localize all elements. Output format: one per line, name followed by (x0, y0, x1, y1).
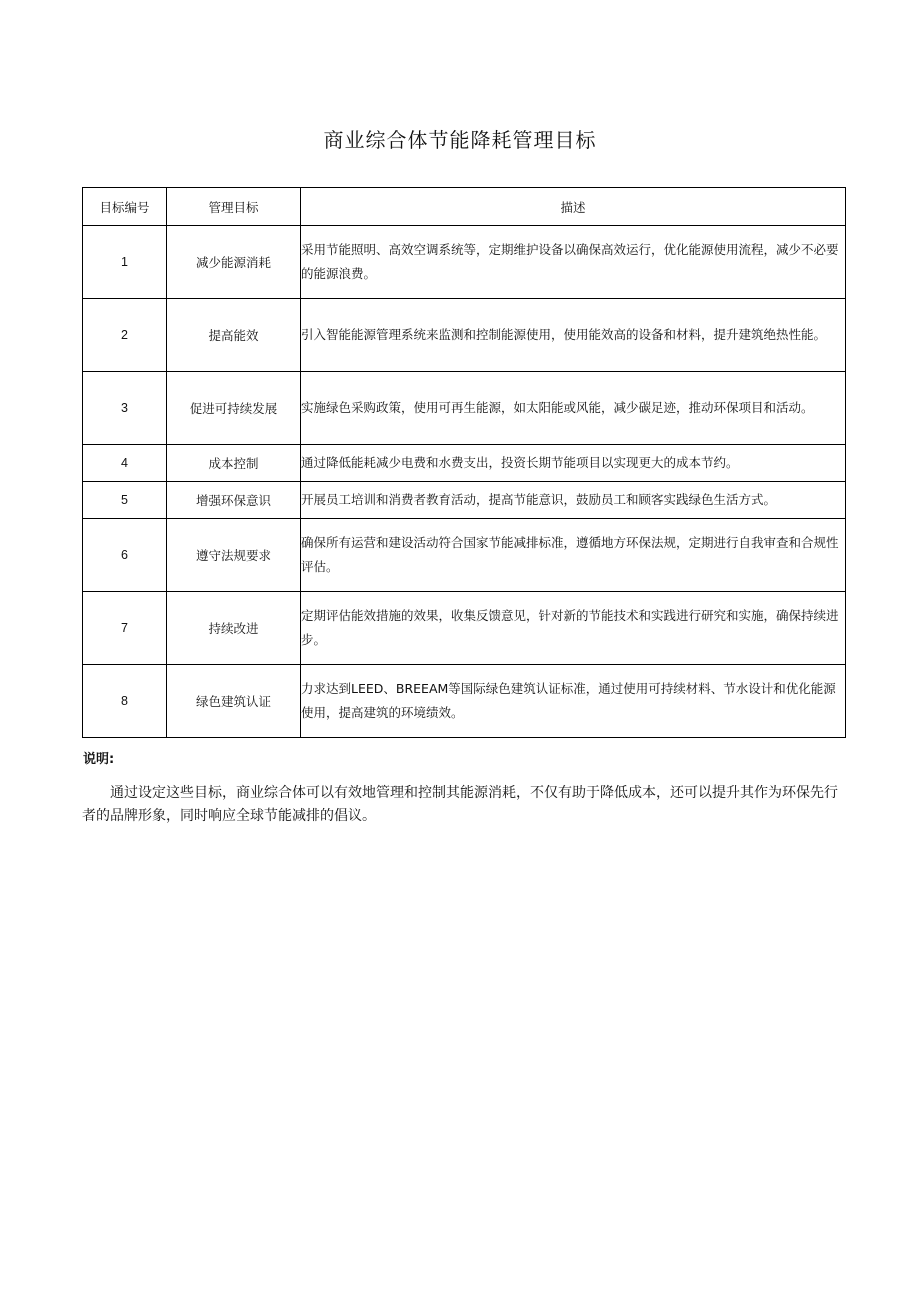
description-cell: 通过降低能耗减少电费和水费支出，投资长期节能项目以实现更大的成本节约。 (301, 445, 846, 482)
goal-cell: 成本控制 (167, 445, 301, 482)
note-label: 说明: (83, 752, 115, 767)
description-cell: 开展员工培训和消费者教育活动，提高节能意识，鼓励员工和顾客实践绿色生活方式。 (301, 482, 846, 519)
target-id-cell: 7 (83, 592, 167, 665)
table-row (83, 519, 846, 592)
description-cell: 力求达到LEED、BREEAM等国际绿色建筑认证标准，通过使用可持续材料、节水设计和优化能源使用，提高建筑的环境绩效。 (301, 665, 846, 738)
header-management-goal: 管理目标 (167, 188, 301, 226)
table-row (83, 592, 846, 665)
table-row (83, 482, 846, 519)
header-target-id: 目标编号 (83, 188, 167, 226)
description-cell: 采用节能照明、高效空调系统等，定期维护设备以确保高效运行，优化能源使用流程，减少不必要的能源浪费。 (301, 226, 846, 299)
table-header-row (83, 188, 846, 226)
description-cell: 定期评估能效措施的效果，收集反馈意见，针对新的节能技术和实践进行研究和实施，确保持续进步。 (301, 592, 846, 665)
target-id-cell: 1 (83, 226, 167, 299)
goal-cell: 增强环保意识 (167, 482, 301, 519)
table-row (83, 299, 846, 372)
note-paragraph: 通过设定这些目标，商业综合体可以有效地管理和控制其能源消耗，不仅有助于降低成本，还可以提升其作为环保先行者的品牌形象，同时响应全球节能减排的倡议。 (82, 785, 838, 824)
target-id-cell: 4 (83, 445, 167, 482)
table-row (83, 665, 846, 738)
target-id-cell: 5 (83, 482, 167, 519)
description-cell: 实施绿色采购政策，使用可再生能源，如太阳能或风能，减少碳足迹，推动环保项目和活动。 (301, 372, 846, 445)
target-id-cell: 3 (83, 372, 167, 445)
target-id-cell: 2 (83, 299, 167, 372)
goal-cell: 持续改进 (167, 592, 301, 665)
goal-cell: 减少能源消耗 (167, 226, 301, 299)
page-title: 商业综合体节能降耗管理目标 (323, 128, 597, 152)
description-cell: 确保所有运营和建设活动符合国家节能减排标准，遵循地方环保法规，定期进行自我审查和合规性评估。 (301, 519, 846, 592)
table-row (83, 372, 846, 445)
goal-cell: 遵守法规要求 (167, 519, 301, 592)
table-row (83, 445, 846, 482)
goal-cell: 提高能效 (167, 299, 301, 372)
target-id-cell: 8 (83, 665, 167, 738)
description-cell: 引入智能能源管理系统来监测和控制能源使用，使用能效高的设备和材料，提升建筑绝热性能。 (301, 299, 846, 372)
header-description: 描述 (301, 188, 846, 226)
goals-table (82, 187, 846, 738)
table-row (83, 226, 846, 299)
goal-cell: 绿色建筑认证 (167, 665, 301, 738)
target-id-cell: 6 (83, 519, 167, 592)
goal-cell: 促进可持续发展 (167, 372, 301, 445)
